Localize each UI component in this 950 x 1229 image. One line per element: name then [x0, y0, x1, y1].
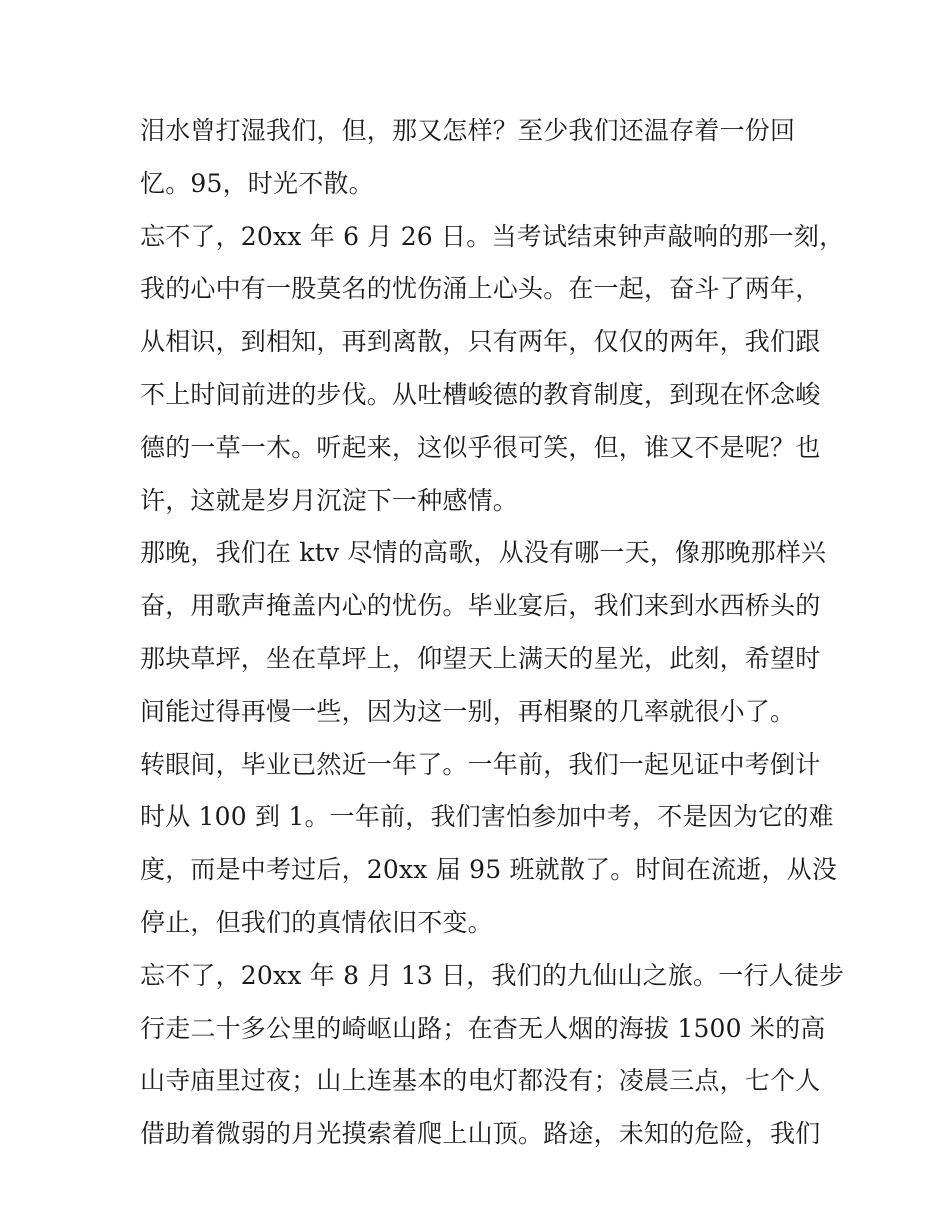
text-line: 间能过得再慢一些，因为这一别，再相聚的几率就很小了。	[140, 696, 796, 726]
text-line: 奋，用歌声掩盖内心的忧伤。毕业宴后，我们来到水西桥头的	[140, 591, 821, 621]
text-line: 不上时间前进的步伐。从吐槽峻德的教育制度，到现在怀念峻	[140, 379, 821, 409]
text-line: 从相识，到相知，再到离散，只有两年，仅仅的两年，我们跟	[140, 327, 821, 357]
text-line: 度，而是中考过后，20xx 届 95 班就散了。时间在流逝，从没	[140, 855, 838, 885]
text-line: 我的心中有一股莫名的忧伤涌上心头。在一起，奋斗了两年，	[140, 274, 821, 304]
text-line: 时从 100 到 1。一年前，我们害怕参加中考，不是因为它的难	[140, 802, 834, 832]
text-line: 许，这就是岁月沉淀下一种感情。	[140, 485, 519, 515]
text-line: 行走二十多公里的崎岖山路；在杳无人烟的海拔 1500 米的高	[140, 1013, 826, 1043]
text-line: 忘不了，20xx 年 6 月 26 日。当考试结束钟声敲响的那一刻，	[140, 221, 845, 251]
text-line: 泪水曾打湿我们，但，那又怎样？至少我们还温存着一份回	[140, 116, 796, 145]
text-line: 那块草坪，坐在草坪上，仰望天上满天的星光，此刻，希望时	[140, 643, 821, 673]
text-line: 山寺庙里过夜；山上连基本的电灯都没有；凌晨三点，七个人	[140, 1066, 821, 1096]
text-line: 那晚，我们在 ktv 尽情的高歌，从没有哪一天，像那晚那样兴	[140, 538, 827, 568]
text-line: 忘不了，20xx 年 8 月 13 日，我们的九仙山之旅。一行人徒步	[140, 960, 845, 990]
text-line: 忆。95，时光不散。	[140, 168, 374, 198]
document-body	[140, 105, 845, 1161]
text-line: 德的一草一木。听起来，这似乎很可笑，但，谁又不是呢？也	[140, 432, 821, 462]
text-line: 停止，但我们的真情依旧不变。	[140, 907, 493, 937]
text-line: 转眼间，毕业已然近一年了。一年前，我们一起见证中考倒计	[140, 749, 821, 779]
text-line: 借助着微弱的月光摸索着爬上山顶。路途，未知的危险，我们	[140, 1119, 821, 1149]
